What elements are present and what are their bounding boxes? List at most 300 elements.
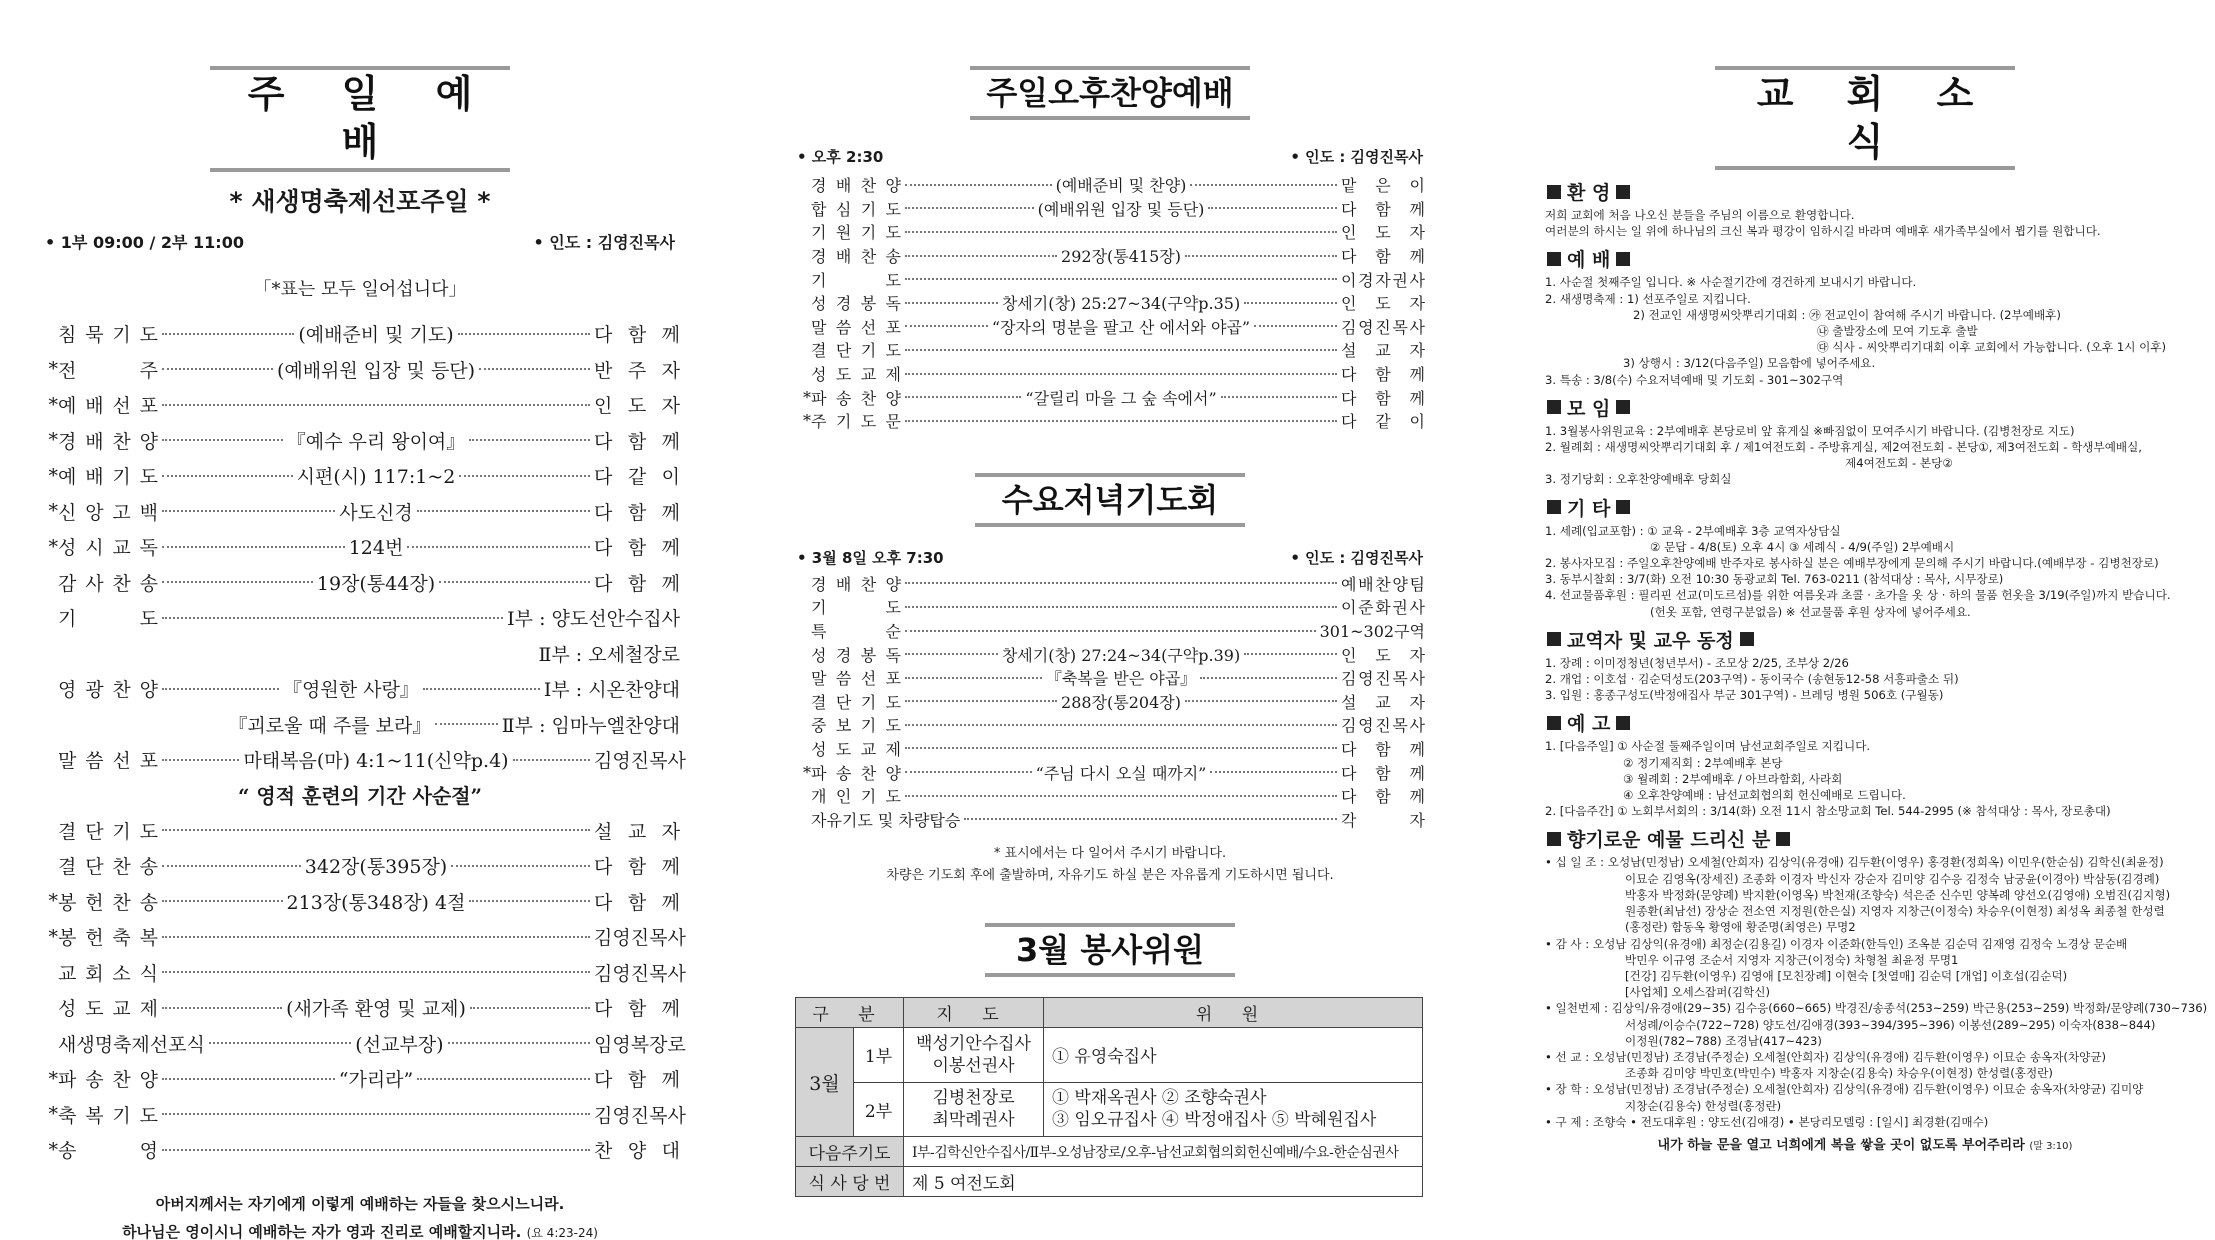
order-content: 124번 (348, 537, 404, 560)
dot-leader (162, 829, 590, 831)
table-header-row (796, 998, 1423, 1028)
table-row (795, 784, 1425, 808)
news-line: 2. 개업 : 이호섭 · 김순덕성도(203구역) - 동이국수 (송현동12-58 서흥파출소 뒤) (1545, 672, 1959, 687)
standing-mark: * (48, 925, 58, 948)
dot-leader (435, 723, 497, 725)
order-of-service (40, 316, 686, 778)
dot-leader (162, 617, 503, 619)
verse-line-2: 하나님은 영이시니 예배하는 자가 영과 진리로 예배할지니라. (요 4:23-24) (122, 1222, 598, 1240)
order-label: 축 복 기 도 (58, 1104, 158, 1127)
standing-mark: * (803, 387, 811, 407)
table-row (40, 1026, 686, 1062)
order-label: 교 회 소 식 (58, 962, 158, 985)
dot-leader (162, 971, 590, 973)
wednesday-prayer-title: 수요저녁기도회 (975, 473, 1245, 527)
order-leader: 인 도 자 (1341, 645, 1426, 665)
subtitle: * 새생명축제선포주일 * (229, 187, 491, 216)
wednesday-time: • 3월 8일 오후 7:30 (797, 548, 944, 567)
dot-leader (439, 581, 590, 583)
order-label: 봉 헌 찬 송 (58, 891, 158, 914)
square-bullet-icon (1616, 185, 1630, 199)
order-leader: 임 영 복 장 로 (594, 1033, 686, 1056)
dot-leader (905, 278, 1337, 280)
news-line: 3. 입원 : 홍종구성도(박정애집사 부군 301구역) - 브레딩 병원 506호 (구월동) (1545, 688, 1944, 703)
table-row (40, 742, 686, 778)
order-content: 342장(통395장) (304, 856, 448, 879)
dot-leader (1185, 255, 1337, 257)
afternoon-order (795, 173, 1425, 433)
table-row (795, 409, 1425, 433)
section-heading-s1 (1545, 178, 2185, 205)
order-content: (새가족 환영 및 교제) (286, 998, 466, 1021)
news-line: • 일천번제 : 김상익/유경애(29~35) 김수응(660~665) 박경진/송종석(253~259) 박근용(253~259) 박정화/문양례(730~736) (1545, 1001, 2208, 1016)
dot-leader (905, 325, 988, 327)
dot-leader (905, 207, 1034, 209)
square-bullet-icon (1547, 716, 1561, 730)
order-label: 중 보 기 도 (811, 716, 901, 736)
order-leader: Ⅱ부 : 오세철장로 (538, 643, 680, 666)
section-title: 예 고 (1567, 713, 1611, 736)
next-week-value: Ⅰ부-김학신안수집사/Ⅱ부-오성남장로/오후-남선교회협의회헌신예배/수요-한순심권사 (904, 1137, 1423, 1167)
month-cell (796, 1028, 904, 1137)
order-label: 경 배 찬 송 (811, 247, 901, 267)
news-line: 2. 새생명축제 : 1) 선포주일로 지킵니다. (1545, 291, 1751, 306)
order-content: 마태복음(마) 4:1~11(신약p.4) (243, 750, 509, 773)
dot-leader (1200, 677, 1337, 679)
dot-leader (423, 688, 540, 690)
order-label: 경 배 찬 양 (811, 176, 901, 196)
dot-leader (905, 255, 1057, 257)
section-heading-s2 (1545, 245, 2185, 272)
col-division: 구 분 (796, 998, 904, 1028)
dot-leader (407, 546, 590, 548)
table-row (40, 565, 680, 601)
square-bullet-icon (1547, 832, 1561, 846)
order-label: 신 앙 고 백 (58, 501, 158, 524)
wednesday-order (795, 572, 1425, 832)
note-1: * 표시에서는 다 일어서 주시기 바랍니다. (993, 846, 1227, 862)
order-label: 경 배 찬 양 (811, 574, 901, 594)
order-leader: 설 교 자 (1341, 341, 1425, 361)
order-leader: 다 함 께 (594, 501, 680, 524)
order-leader: 이 경 자 권 사 (1341, 270, 1425, 290)
order-label: 개 인 기 도 (811, 787, 901, 807)
section-title: 모 임 (1567, 397, 1611, 420)
order-content: “장자의 명분을 팔고 산 에서와 야곱” (991, 317, 1251, 337)
dot-leader (905, 771, 1032, 773)
order-label: 기 도 (811, 598, 901, 618)
sunday-worship-title: 주 일 예 배 (210, 66, 510, 172)
square-bullet-icon (1547, 252, 1561, 266)
news-line: • 장 학 : 오성남(민정남) 조경남(주정순) 오세철(안희자) 김상익(유경애) 김두환(이영우) 이묘순 송옥자(차양균) 김미양 (1545, 1082, 2144, 1097)
dot-leader (905, 677, 1042, 679)
news-line: ② 문답 - 4/8(토) 오후 4시 ③ 세례식 - 4/9(주일) 2부예배시 (1650, 539, 1955, 554)
order-leader: 설 교 자 (594, 820, 680, 843)
news-line: 2) 전교인 새생명씨앗뿌리기대회 : ㉮ 전교인이 참여해 주시기 바랍니다. (2부예배후) (1633, 307, 2061, 322)
order-leader: 다 같 이 (1341, 412, 1425, 432)
order-label: 파 송 찬 양 (58, 1069, 158, 1092)
dot-leader (162, 1149, 590, 1151)
table-row (795, 362, 1425, 386)
dot-leader (905, 795, 1337, 797)
table-row (40, 955, 686, 991)
dot-leader (162, 475, 293, 477)
table-row (40, 884, 680, 920)
news-line: 이묘순 김영옥(장세진) 조종화 이경자 박신자 강순자 김미양 김수응 김정숙 남궁윤(이경아) 박삼동(김경례) (1625, 871, 2160, 886)
order-label: 새생명축제선포식 (58, 1033, 205, 1056)
table-row (40, 671, 680, 707)
middle-column (795, 0, 1425, 1197)
order-leader: 다 같 이 (594, 466, 680, 489)
news-line: 1. 사순절 첫째주일 입니다. ※ 사순절기간에 경건하게 보내시기 바랍니다. (1545, 275, 1917, 290)
dot-leader (162, 688, 279, 690)
table-row (795, 338, 1425, 362)
order-content: (예배준비 및 찬양) (1055, 176, 1187, 196)
news-line: 3. 동부시찰회 : 3/7(화) 오전 10:30 동광교회 Tel. 763-0211 (참석대상 : 목사, 시무장로) (1545, 572, 2004, 587)
section-title: 환 영 (1567, 182, 1611, 204)
table-row (40, 1132, 680, 1168)
dot-leader (1254, 325, 1337, 327)
table-row (40, 1097, 686, 1133)
order-label: 감 사 찬 송 (58, 572, 158, 595)
table-row (796, 1167, 1423, 1197)
standing-mark: * (48, 393, 58, 416)
order-content: “가리라” (338, 1069, 414, 1092)
square-bullet-icon (1547, 632, 1561, 646)
dot-leader (1190, 184, 1337, 186)
part-2-members: ① 박재옥권사 ② 조향숙권사 ③ 임오규집사 ④ 박정애집사 ⑤ 박혜원집사 (1044, 1082, 1423, 1137)
part-1-members: ① 유영숙집사 (1044, 1028, 1423, 1083)
table-row (795, 244, 1425, 268)
dot-leader (162, 404, 590, 406)
dot-leader (162, 1113, 590, 1115)
news-line: (헌옷 포함, 연령구분없음) ※ 선교물품 후원 상자에 넣어주세요. (1650, 604, 1971, 619)
standing-note: 「*표는 모두 일어섭니다」 (253, 279, 467, 300)
square-bullet-icon (1547, 500, 1561, 514)
dot-leader (417, 510, 590, 512)
standing-mark: * (48, 1103, 58, 1126)
square-bullet-icon (1616, 252, 1630, 266)
dot-leader (470, 1007, 590, 1009)
afternoon-worship-title: 주일오후찬양예배 (970, 66, 1250, 120)
dot-leader (905, 349, 1337, 351)
section-heading-s5 (1545, 626, 2185, 653)
order-content: (예배위원 입장 및 등단) (1037, 199, 1205, 219)
table-row (40, 813, 680, 849)
order-label: 파 송 찬 양 (811, 388, 901, 408)
order-label: 파 송 찬 양 (811, 763, 901, 783)
sermon-title: “ 영적 훈련의 기간 사순절” (237, 783, 483, 808)
standing-mark: * (48, 1138, 58, 1161)
service-leader: • 인도 : 김영진목사 (533, 233, 675, 252)
part-2-label: 2부 (864, 1101, 893, 1122)
table-row (40, 707, 680, 743)
order-leader: 찬 양 대 (594, 1140, 680, 1163)
standing-mark: * (48, 500, 58, 523)
order-content: (예배준비 및 기도) (298, 324, 454, 347)
order-label: 결 단 기 도 (811, 692, 901, 712)
order-leader: 다 함 께 (1341, 388, 1426, 408)
order-label: 말 씀 선 포 (58, 750, 158, 773)
dot-leader (459, 475, 590, 477)
news-line: 박홍자 박정화(문양례) 박지환(이영옥) 박천재(조향숙) 석은준 신수민 양복례 양선오(김영애) 오범진(김지형) (1625, 887, 2171, 902)
dot-leader (905, 630, 1316, 632)
news-line: 4. 선교물품후원 : 필리핀 선교(미도르섬)를 위한 여름옷과 초콜 · 초가을 옷 상 · 하의 물품 헌옷을 3/19(주일)까지 받습니다. (1545, 588, 2171, 603)
standing-mark: * (48, 1067, 58, 1090)
table-row (795, 690, 1425, 714)
table-row (795, 572, 1425, 596)
table-row (795, 666, 1425, 690)
volunteers-table (795, 997, 1423, 1197)
section-heading-s4 (1545, 494, 2185, 521)
part-1-label: 1부 (854, 1028, 903, 1083)
order-leader: Ⅰ부 : 시온찬양대 (543, 679, 680, 702)
section-title: 교역자 및 교우 동정 (1567, 629, 1734, 652)
standing-mark: * (48, 358, 58, 381)
dot-leader (905, 700, 1057, 702)
order-leader: 인 도 자 (1341, 223, 1425, 243)
standing-mark: * (803, 411, 811, 431)
notes (795, 843, 1425, 887)
news-line: ③ 월례회 : 2부예배후 / 아브라함회, 사라회 (1623, 771, 1843, 786)
table-row (795, 197, 1425, 221)
table-row (795, 291, 1425, 315)
news-line: 1. [다음주일] ① 사순절 둘째주일이며 남선교회주일로 지킵니다. (1545, 739, 1871, 754)
news-line: 이정원(782~788) 조경남(417~423) (1625, 1033, 1822, 1048)
order-label: 주 기 도 문 (811, 412, 901, 432)
table-row (795, 595, 1425, 619)
order-label: 봉 헌 축 복 (58, 927, 158, 950)
order-leader: 인 도 자 (1341, 294, 1426, 314)
dot-leader (905, 302, 998, 304)
order-leader: 김 영 진 목 사 (1341, 317, 1425, 337)
dot-leader (964, 818, 1337, 820)
table-row (40, 600, 680, 636)
order-content: (선교부장) (355, 1033, 444, 1056)
right-column (1545, 0, 2208, 1153)
dot-leader (209, 1042, 351, 1044)
order-leader: 설 교 자 (1341, 692, 1425, 712)
order-leader: 이 준 화 권 사 (1341, 598, 1425, 618)
order-label: 침 묵 기 도 (58, 324, 158, 347)
dot-leader (905, 653, 998, 655)
order-leader: 다 함 께 (594, 572, 680, 595)
order-content: “갈릴리 마을 그 숲 속에서” (1025, 388, 1217, 408)
standing-mark: * (48, 890, 58, 913)
square-bullet-icon (1547, 400, 1561, 414)
news-line: 박민우 이규영 조순서 지영자 지창근(이정숙) 차형철 최윤정 무명1 (1625, 952, 1959, 967)
part-1-guide: 백성기안수집사 이봉선권사 (904, 1028, 1044, 1083)
news-line: 2. [다음주간] ① 노회부서회의 : 3/14(화) 오전 11시 참소망교회 Tel. 544-2995 (※ 참석대상 : 목사, 장로총대) (1545, 804, 2111, 819)
col-guide: 지 도 (904, 998, 1044, 1028)
order-label: 영 광 찬 양 (58, 679, 158, 702)
order-label: 결 단 기 도 (58, 820, 158, 843)
news-line: 지창순(김용숙) 한성렬(홍정란) (1625, 1098, 1782, 1113)
table-row (795, 385, 1425, 409)
section-title: 기 타 (1567, 497, 1611, 520)
dot-leader (513, 759, 590, 761)
table-row (40, 919, 686, 955)
table-row (40, 494, 680, 530)
note-2: 차량은 기도회 후에 출발하며, 자유기도 하실 분은 자유롭게 기도하시면 됩니다. (886, 868, 1334, 884)
march-volunteers-title: 3월 봉사위원 (985, 923, 1235, 977)
order-content: 213장(통348장) 4절 (286, 891, 466, 914)
month-label: 3월 (796, 1028, 854, 1136)
news-line: 조종화 김미양 박민호(박민수) 박홍자 지창순(김용숙) 차승우(이현정) 한성렬(홍정란) (1625, 1066, 2053, 1081)
square-bullet-icon (1776, 832, 1790, 846)
order-leader: Ⅱ부 : 임마누엘찬양대 (501, 714, 680, 737)
table-row (795, 713, 1425, 737)
table-row (40, 1061, 680, 1097)
order-leader: 다 함 께 (1341, 199, 1426, 219)
news-line: • 선 교 : 오성남(민정남) 조경남(주정순) 오세철(안희자) 김상익(유경애) 김두환(이영우) 이묘순 송옥자(차양균) (1545, 1049, 2107, 1064)
wednesday-meta (795, 547, 1425, 568)
table-row (795, 807, 1425, 831)
order-content: 『괴로울 때 주를 보라』 (228, 714, 432, 737)
section-title: 예 배 (1567, 249, 1611, 272)
order-label: 기 원 기 도 (811, 223, 901, 243)
table-row (795, 173, 1425, 197)
news-line: (홍정란) 함동옥 황영애 황준명(최영은) 무명2 (1625, 920, 1856, 935)
order-leader: 김 영 진 목 사 (594, 750, 686, 773)
dot-leader (162, 1078, 335, 1080)
order-label: 성 경 봉 독 (811, 294, 901, 314)
news-line: • 감 사 : 오성남 김상익(유경애) 최정순(김용길) 이경자 이준화(한득인) 조옥분 김순덕 김재영 김정숙 노경상 문순배 (1545, 936, 2128, 951)
order-content: 288장(통204장) (1061, 692, 1181, 712)
order-leader: 반 주 자 (594, 359, 680, 382)
order-label: 특 순 (811, 622, 901, 642)
order-leader: 김 영 진 목 사 (1341, 716, 1425, 736)
dot-leader (905, 724, 1337, 726)
order-label: 전 주 (58, 359, 158, 382)
table-row (40, 316, 680, 352)
dot-leader (458, 333, 590, 335)
table-row (796, 1137, 1423, 1167)
table-row (795, 737, 1425, 761)
table-row (40, 529, 680, 565)
order-of-service-2 (40, 813, 686, 1168)
square-bullet-icon (1740, 632, 1754, 646)
dot-leader (451, 865, 590, 867)
part-2-guide: 김병천장로 최막례권사 (904, 1082, 1044, 1137)
afternoon-time: • 오후 2:30 (797, 148, 884, 166)
news-line: 3. 특송 : 3/8(수) 수요저녁예배 및 기도회 - 301~302구역 (1545, 372, 1844, 387)
order-label: 자유기도 및 차량탑승 (811, 810, 961, 830)
dot-leader (905, 184, 1052, 186)
news-line: ㉰ 식사 - 씨앗뿌리기대회 이후 교회에서 가능합니다. (오후 1시 이후) (1817, 340, 2167, 355)
order-content: 『축복을 받은 야곱』 (1045, 669, 1197, 689)
square-bullet-icon (1616, 400, 1630, 414)
square-bullet-icon (1616, 500, 1630, 514)
order-label: 합 심 기 도 (811, 199, 901, 219)
order-leader: 다 함 께 (1341, 247, 1425, 267)
order-leader: 다 함 께 (1341, 739, 1425, 759)
dot-leader (469, 900, 590, 902)
section-title: 향기로운 예물 드리신 분 (1567, 829, 1771, 852)
order-leader: Ⅰ부 : 양도선안수집사 (507, 608, 680, 631)
dot-leader (905, 747, 1337, 749)
standing-mark: * (48, 535, 58, 558)
news-line: 2. 월례회 : 새생명씨앗뿌리기대회 후 / 제1여전도회 - 주방휴게실, 제2여전도회 - 본당①, 제3여전도회 - 학생부예배실, (1545, 440, 2142, 455)
news-sections (1545, 178, 2208, 1130)
dot-leader (1210, 771, 1337, 773)
dot-leader (448, 1042, 590, 1044)
news-line: 1. 장례 : 이미정청년(청년부서) - 조모상 2/25, 조부상 2/26 (1545, 655, 1849, 670)
section-heading-s6 (1545, 709, 2185, 736)
news-line: [사업체] 오세스잡퍼(김학신) (1625, 985, 1770, 1000)
order-leader: 301~302구역 (1319, 622, 1425, 642)
order-label: 말 씀 선 포 (811, 317, 901, 337)
order-leader: 김 영 진 목 사 (594, 962, 686, 985)
right-verse: 내가 하늘 문을 열고 너희에게 복을 쌓을 곳이 없도록 부어주리라 (말 3:10) (1657, 1137, 2073, 1153)
col-members: 위 원 (1044, 998, 1423, 1028)
table-row (795, 220, 1425, 244)
order-leader: 다 함 께 (594, 1069, 680, 1092)
order-leader: 다 함 께 (594, 998, 680, 1021)
order-label: 성 도 교 제 (811, 739, 901, 759)
dot-leader (1244, 302, 1337, 304)
meal-value: 제 5 여전도회 (904, 1167, 1423, 1197)
left-column (40, 0, 686, 1240)
dot-leader (469, 439, 590, 441)
news-line: • 십 일 조 : 오성남(민정남) 오세철(안희자) 김상익(유경애) 김두환(이영우) 홍경환(정희옥) 이민우(한순심) 김학신(최윤정) (1545, 855, 2164, 870)
service-meta (40, 230, 680, 253)
square-bullet-icon (1547, 185, 1561, 199)
section-heading-s7 (1545, 825, 2185, 852)
order-label: 성 도 교 제 (811, 365, 901, 385)
news-line: 서성례/이승수(722~728) 양도선/김애경(393~394/395~396) 이봉선(289~295) 이숙자(838~844) (1625, 1017, 2156, 1032)
dot-leader (162, 865, 301, 867)
dot-leader (162, 1007, 282, 1009)
afternoon-leader: • 인도 : 김영진목사 (1290, 148, 1423, 166)
dot-leader (162, 900, 283, 902)
news-line: ② 정기제직회 : 2부예배후 본당 (1623, 755, 1783, 770)
dot-leader (479, 368, 590, 370)
news-line: 1. 3월봉사위원교육 : 2부예배후 본당로비 앞 휴게실 ※빠짐없이 모여주시기 바랍니다. (김병천장로 지도) (1545, 423, 2075, 438)
news-line: 1. 세례(입교포함) : ① 교육 - 2부예배후 3층 교역자상담실 (1545, 523, 1841, 538)
next-week-label: 다음주기도 (796, 1137, 904, 1167)
news-line: [건강] 김두환(이영우) 김영애 [모친장례] 이현숙 [첫열매] 김순덕 [개업] 이호섭(김순덕) (1625, 968, 2068, 983)
verse-ref: (요 4:23-24) (526, 1225, 598, 1240)
order-leader: 인 도 자 (594, 395, 680, 418)
news-line: 원종환(최남선) 장상순 전소연 지정원(한은실) 지영자 지창근(이정숙) 차승우(이현정) 최성옥 최종철 한성렬 (1625, 904, 2165, 919)
order-leader: 김 영 진 목 사 (1341, 669, 1425, 689)
order-leader: 각 자 (1341, 810, 1425, 830)
order-label: 송 영 (58, 1140, 158, 1163)
table-row (40, 352, 680, 388)
order-label: 결 단 기 도 (811, 341, 901, 361)
order-content: 시편(시) 117:1~2 (296, 466, 456, 489)
news-line: 3. 정기당회 : 오후찬양예배후 당회실 (1545, 472, 1732, 487)
order-label: 기 도 (811, 270, 901, 290)
table-row (795, 315, 1425, 339)
news-line: • 구 제 : 조향숙 • 전도대후원 : 양도선(김애경) • 본당리모델링 : [일시] 최경환(김매수) (1545, 1114, 1989, 1129)
order-content: 창세기(창) 25:27~34(구약p.35) (1001, 294, 1241, 314)
order-label: 기 도 (58, 608, 158, 631)
dot-leader (1185, 700, 1337, 702)
order-label: 예 배 기 도 (58, 466, 158, 489)
table-row (795, 267, 1425, 291)
order-leader: 다 함 께 (594, 324, 680, 347)
order-label: 경 배 찬 양 (58, 430, 158, 453)
order-leader: 김 영 진 목 사 (594, 927, 686, 950)
order-leader: 맡 은 이 (1341, 176, 1426, 196)
order-leader: 김 영 진 목 사 (594, 1104, 686, 1127)
order-label: 말 씀 선 포 (811, 669, 901, 689)
standing-mark: * (803, 762, 811, 782)
order-label: 성 도 교 제 (58, 998, 158, 1021)
news-line: 저희 교회에 처음 나오신 분들을 주님의 이름으로 환영합니다. (1545, 208, 1855, 222)
